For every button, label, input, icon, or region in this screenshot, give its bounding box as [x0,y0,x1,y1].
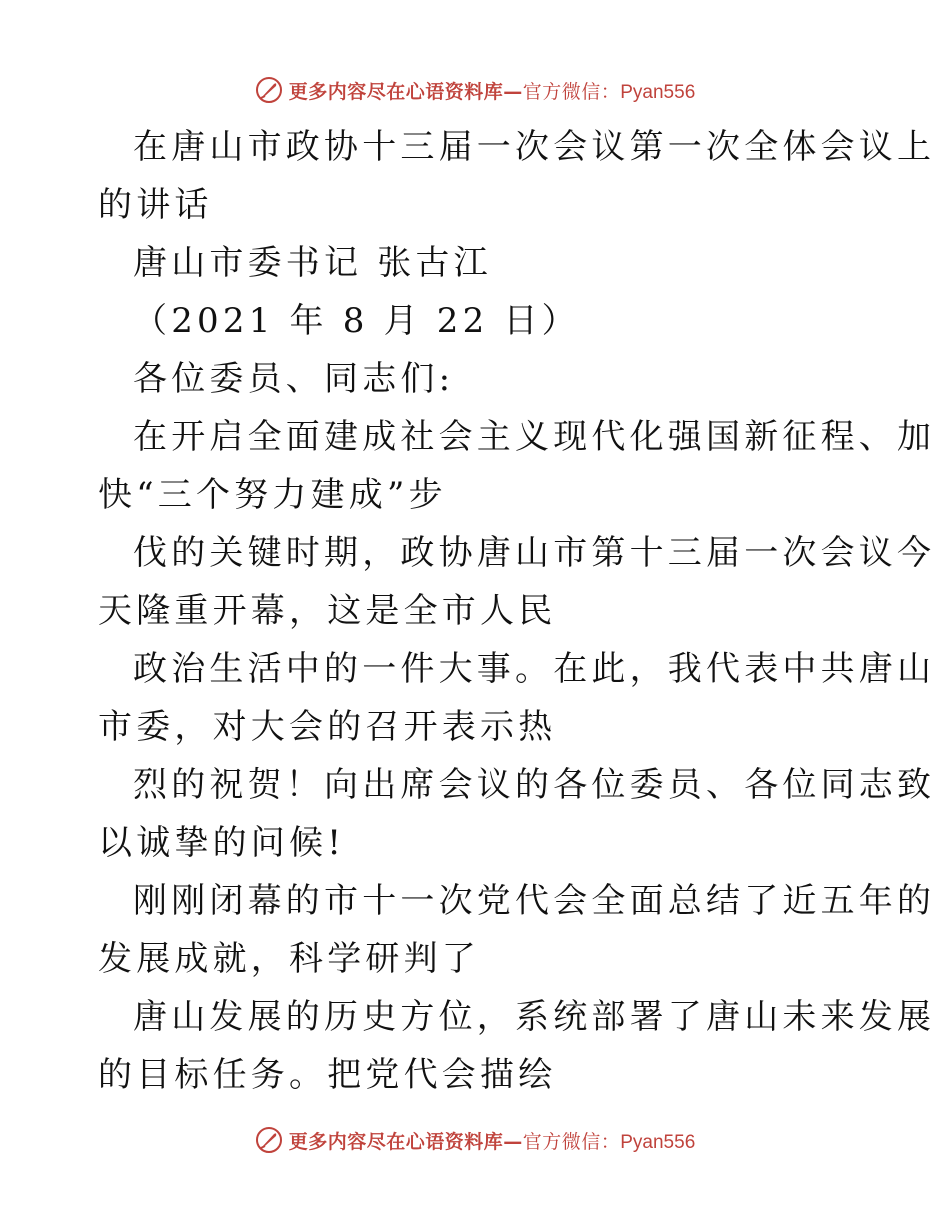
paragraph-line: 烈的祝贺！向出席会议的各位委员、各位同志致 [133,765,936,805]
author-line: 唐山市委书记 张古江 [133,243,492,283]
paragraph-line: 政治生活中的一件大事。在此，我代表中共唐山 [133,649,936,689]
feather-pen-logo-icon [255,76,283,104]
date-line: （2021 年 8 月 22 日） [133,301,580,341]
watermark-main-text: 更多内容尽在心语资料库— [288,1130,523,1153]
watermark-banner-bottom [0,1120,950,1160]
paragraph-line: 刚刚闭幕的市十一次党代会全面总结了近五年的 [133,881,936,921]
watermark-banner-top [0,70,950,110]
paragraph-line: 唐山发展的历史方位，系统部署了唐山未来发展 [133,997,936,1037]
paragraph-line: 在开启全面建成社会主义现代化强国新征程、加 [133,417,936,457]
title-line-1: 在唐山市政协十三届一次会议第一次全体会议上 [133,127,936,167]
watermark-text [289,77,696,104]
feather-pen-logo-icon [255,1126,283,1154]
paragraph-line: 快“三个努力建成”步 [98,475,447,515]
title-line-2: 的讲话 [98,185,213,225]
watermark-main-text: 更多内容尽在心语资料库— [288,80,523,103]
watermark-suffix-text: 官方微信： [522,80,621,103]
paragraph-line: 天隆重开幕，这是全市人民 [98,591,557,631]
paragraph-line: 的目标任务。把党代会描绘 [98,1055,557,1095]
salutation-line: 各位委员、同志们: [133,359,455,399]
paragraph-line: 市委，对大会的召开表示热 [98,707,557,747]
watermark-handle: Pyan556 [620,81,696,103]
paragraph-line: 伐的关键时期，政协唐山市第十三届一次会议今 [133,533,936,573]
paragraph-line: 以诚挚的问候! [98,823,346,863]
paragraph-line: 发展成就，科学研判了 [98,939,480,979]
watermark-handle: Pyan556 [620,1131,696,1153]
watermark-text [289,1127,696,1154]
watermark-suffix-text: 官方微信： [522,1130,621,1153]
